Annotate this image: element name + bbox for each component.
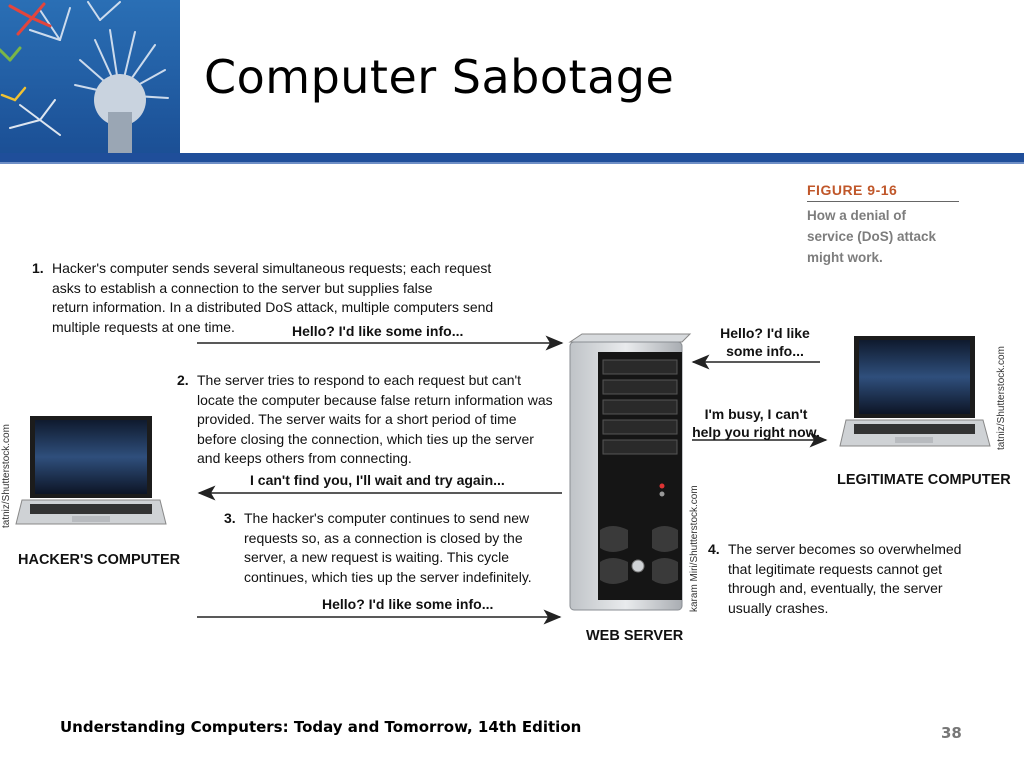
step-line: server, a new request is waiting. This cycle xyxy=(244,549,510,565)
message-line: help you right now. xyxy=(692,424,820,440)
step-number: 4. xyxy=(708,541,720,557)
message-line: some info... xyxy=(726,343,804,359)
message-legit-hello xyxy=(718,324,812,360)
step-line: Hacker's computer sends several simultaneous requests; each request xyxy=(52,260,492,276)
step-number: 2. xyxy=(177,372,189,388)
page-number: 38 xyxy=(941,724,962,742)
footer-source: Understanding Computers: Today and Tomorrow, 14th Edition xyxy=(60,718,582,736)
step-number: 3. xyxy=(224,510,236,526)
credit-hacker: tatniz/Shutterstock.com xyxy=(1,424,12,528)
label-legitimate-computer: LEGITIMATE COMPUTER xyxy=(837,472,1011,488)
step-line: asks to establish a connection to the server but supplies false xyxy=(52,279,433,296)
message-cant-find: I can't find you, I'll wait and try again... xyxy=(250,472,505,488)
step-line: The server tries to respond to each request but can't xyxy=(197,372,522,388)
step-2 xyxy=(177,371,567,469)
hacker-laptop-icon xyxy=(16,416,166,524)
figure-number: FIGURE 9-16 xyxy=(807,182,959,202)
caption-line: service (DoS) attack xyxy=(807,229,937,244)
label-web-server: WEB SERVER xyxy=(586,628,684,644)
page-title: Computer Sabotage xyxy=(204,50,675,104)
message-line: Hello? I'd like xyxy=(720,325,810,341)
label-hacker-computer: HACKER'S COMPUTER xyxy=(18,552,181,568)
legitimate-laptop-icon xyxy=(840,336,990,446)
step-line: continues, which ties up the server indefinitely. xyxy=(244,568,532,585)
step-line: The server becomes so overwhelmed xyxy=(728,541,962,557)
step-line: provided. The server waits for a short period of time xyxy=(197,411,517,427)
step-line: and keeps others from connecting. xyxy=(197,450,412,466)
message-line: I'm busy, I can't xyxy=(704,406,808,422)
step-4 xyxy=(708,540,988,618)
caption-line: How a denial of xyxy=(807,208,907,223)
message-busy xyxy=(690,405,822,441)
message-hello-2: Hello? I'd like some info... xyxy=(322,596,494,612)
step-line: usually crashes. xyxy=(728,599,829,616)
step-line: that legitimate requests cannot get xyxy=(728,560,943,577)
step-line: return information. In a distributed DoS attack, multiple computers send xyxy=(52,299,494,315)
step-line: The hacker's computer continues to send new xyxy=(244,510,530,526)
message-hello-1: Hello? I'd like some info... xyxy=(292,323,464,339)
step-number: 1. xyxy=(32,260,44,276)
step-line: locate the computer because false return information was xyxy=(197,391,553,408)
credit-server: karam Miri/Shutterstock.com xyxy=(689,485,700,612)
step-3 xyxy=(224,509,544,587)
web-server-icon xyxy=(570,334,690,610)
credit-legitimate: tatniz/Shutterstock.com xyxy=(996,346,1007,450)
step-line: before closing the connection, which ties up the server xyxy=(197,430,534,447)
step-line: multiple requests at one time. xyxy=(52,318,235,335)
caption-line: might work. xyxy=(807,250,883,265)
step-line: requests so, as a connection is closed by the xyxy=(244,529,523,546)
step-line: through and, eventually, the server xyxy=(728,580,943,596)
